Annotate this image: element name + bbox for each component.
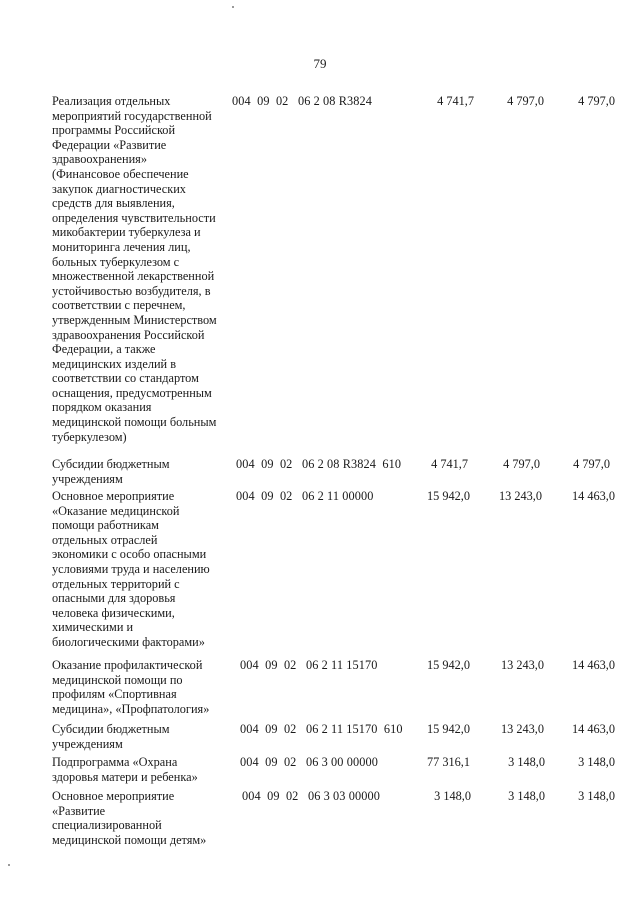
- item-name: Основное мероприятие «Оказание медицинской помощи работникам отдельных отраслей экономики с особо опасными условиями труда и населению отдельных территорий с опасными для здоровья человека физическими, химическими и биологическими факторами»: [52, 489, 210, 649]
- amount-year-3: 3 148,0: [578, 755, 615, 769]
- amount-year-2: 13 243,0: [500, 722, 544, 736]
- amount-year-3: 14 463,0: [571, 489, 615, 503]
- budget-code: 004 09 02 06 3 00 00000: [240, 755, 378, 769]
- scan-speck-left: [8, 864, 10, 866]
- amount-year-1: 77 316,1: [426, 755, 470, 769]
- budget-code: 004 09 02 06 2 08 R3824 610: [236, 457, 402, 471]
- item-name: Субсидии бюджетным учреждениям: [52, 722, 170, 751]
- item-name: Субсидии бюджетным учреждениям: [52, 457, 170, 486]
- budget-code: 004 09 02 06 3 03 00000: [242, 789, 380, 803]
- amount-year-1: 15 942,0: [426, 722, 470, 736]
- amount-year-3: 14 463,0: [571, 722, 615, 736]
- item-name: Подпрограмма «Охрана здоровья матери и ребенка»: [52, 755, 198, 784]
- amount-year-1: 4 741,7: [437, 94, 474, 108]
- amount-year-2: 3 148,0: [508, 755, 545, 769]
- amount-year-3: 4 797,0: [578, 94, 615, 108]
- item-name: Основное мероприятие «Развитие специализированной медицинской помощи детям»: [52, 789, 207, 847]
- amount-year-3: 14 463,0: [571, 658, 615, 672]
- budget-code: 004 09 02 06 2 11 00000: [236, 489, 374, 503]
- amount-year-2: 13 243,0: [498, 489, 542, 503]
- amount-year-2: 4 797,0: [503, 457, 540, 471]
- page-number: 79: [313, 56, 327, 71]
- amount-year-2: 4 797,0: [507, 94, 544, 108]
- item-name: Реализация отдельных мероприятий государственной программы Российской Федерации «Развитие здравоохранения» (Финансовое обеспечение закупок диагностических средств для выявления, определения чувствительности микобактерии туберкулеза и мониторинга лечения лиц, больных туберкулезом с множественной лекарственной устойчивостью возбудителя, в соответствии с перечнем, утвержденным Министерством здравоохранения Российской Федерации, а также медицинских изделий в соответствии со стандартом оснащения, предусмотренным порядком оказания медицинской помощи больным туберкулезом): [52, 94, 217, 444]
- amount-year-3: 3 148,0: [578, 789, 615, 803]
- budget-code: 004 09 02 06 2 11 15170: [240, 658, 378, 672]
- amount-year-2: 13 243,0: [500, 658, 544, 672]
- scan-speck-top: [232, 6, 234, 8]
- budget-code: 004 09 02 06 2 08 R3824: [232, 94, 373, 108]
- amount-year-1: 15 942,0: [426, 489, 470, 503]
- amount-year-1: 3 148,0: [434, 789, 471, 803]
- amount-year-1: 15 942,0: [426, 658, 470, 672]
- budget-code: 004 09 02 06 2 11 15170 610: [240, 722, 403, 736]
- amount-year-2: 3 148,0: [508, 789, 545, 803]
- item-name: Оказание профилактической медицинской помощи по профилям «Спортивная медицина», «Профпатология»: [52, 658, 210, 716]
- amount-year-1: 4 741,7: [431, 457, 468, 471]
- amount-year-3: 4 797,0: [573, 457, 610, 471]
